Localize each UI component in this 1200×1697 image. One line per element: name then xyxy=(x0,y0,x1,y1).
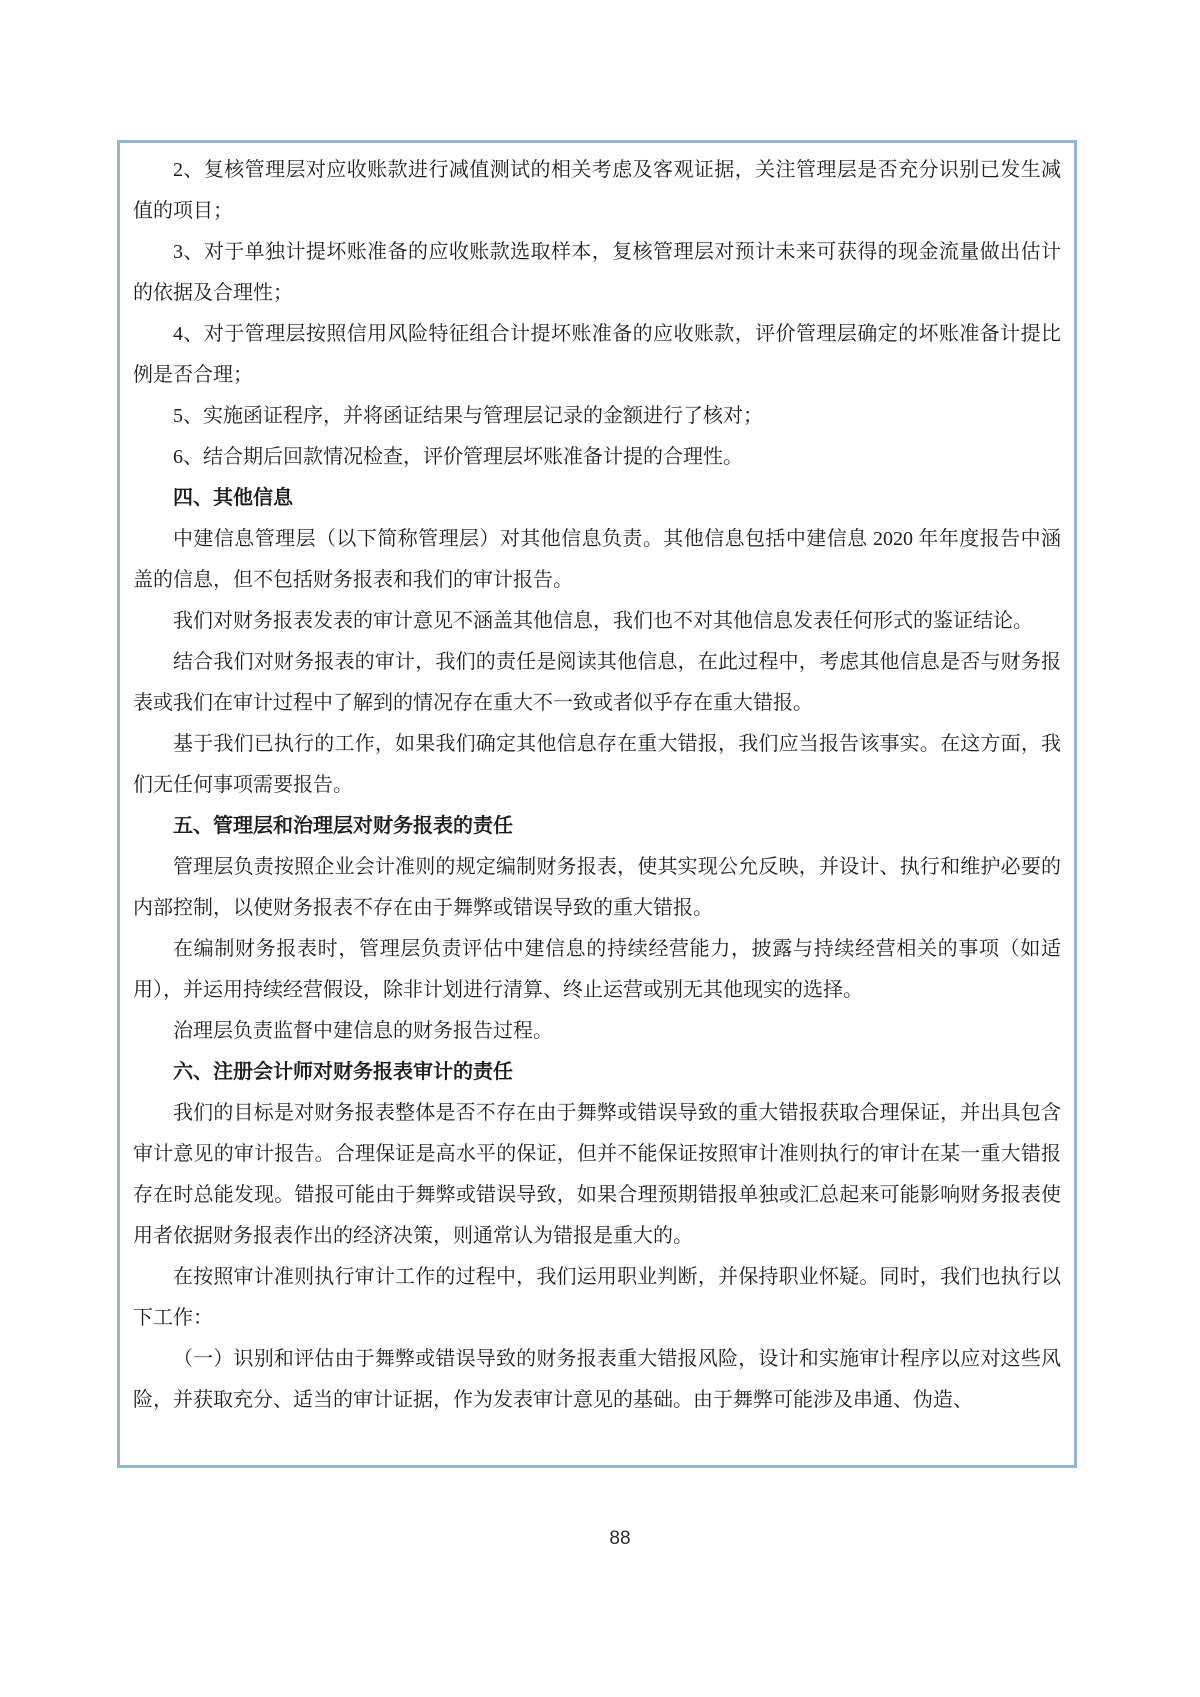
paragraph: 6、结合期后回款情况检查，评价管理层坏账准备计提的合理性。 xyxy=(173,446,743,468)
document-border-box xyxy=(117,140,1077,1468)
paragraph: 治理层负责监督中建信息的财务报告过程。 xyxy=(173,1020,553,1042)
paragraph: 我们对财务报表发表的审计意见不涵盖其他信息，我们也不对其他信息发表任何形式的鉴证结论。 xyxy=(173,610,1033,632)
section-heading: 四、其他信息 xyxy=(173,487,293,509)
section-heading: 五、管理层和治理层对财务报表的责任 xyxy=(173,815,513,837)
paragraph: 结合我们对财务报表的审计，我们的责任是阅读其他信息，在此过程中，考虑其他信息是否与财务报表或我们在审计过程中了解到的情况存在重大不一致或者似乎存在重大错报。 xyxy=(133,651,1061,714)
paragraph: 4、对于管理层按照信用风险特征组合计提坏账准备的应收账款，评价管理层确定的坏账准备计提比例是否合理； xyxy=(133,323,1061,386)
section-heading: 六、注册会计师对财务报表审计的责任 xyxy=(173,1061,513,1083)
paragraph: 我们的目标是对财务报表整体是否不存在由于舞弊或错误导致的重大错报获取合理保证，并出具包含审计意见的审计报告。合理保证是高水平的保证，但并不能保证按照审计准则执行的审计在某一重大错报存在时总能发现。错报可能由于舞弊或错误导致，如果合理预期错报单独或汇总起来可能影响财务报表使用者依据财务报表作出的经济决策，则通常认为错报是重大的。 xyxy=(133,1102,1061,1247)
paragraph: 管理层负责按照企业会计准则的规定编制财务报表，使其实现公允反映，并设计、执行和维护必要的内部控制，以使财务报表不存在由于舞弊或错误导致的重大错报。 xyxy=(133,856,1061,919)
paragraph: 3、对于单独计提坏账准备的应收账款选取样本，复核管理层对预计未来可获得的现金流量做出估计的依据及合理性； xyxy=(133,241,1061,304)
paragraph: （一）识别和评估由于舞弊或错误导致的财务报表重大错报风险，设计和实施审计程序以应对这些风险，并获取充分、适当的审计证据，作为发表审计意见的基础。由于舞弊可能涉及串通、伪造、 xyxy=(133,1348,1061,1411)
page-number: 88 xyxy=(609,1528,631,1549)
paragraph: 5、实施函证程序，并将函证结果与管理层记录的金额进行了核对； xyxy=(173,405,763,427)
paragraph: 基于我们已执行的工作，如果我们确定其他信息存在重大错报，我们应当报告该事实。在这方面，我们无任何事项需要报告。 xyxy=(133,733,1061,796)
document-body xyxy=(133,150,1061,1421)
paragraph: 在编制财务报表时，管理层负责评估中建信息的持续经营能力，披露与持续经营相关的事项（如适用），并运用持续经营假设，除非计划进行清算、终止运营或别无其他现实的选择。 xyxy=(133,938,1061,1001)
paragraph: 2、复核管理层对应收账款进行减值测试的相关考虑及客观证据，关注管理层是否充分识别已发生减值的项目； xyxy=(133,159,1061,222)
paragraph: 在按照审计准则执行审计工作的过程中，我们运用职业判断，并保持职业怀疑。同时，我们也执行以下工作： xyxy=(133,1266,1061,1329)
paragraph: 中建信息管理层（以下简称管理层）对其他信息负责。其他信息包括中建信息 2020 年年度报告中涵盖的信息，但不包括财务报表和我们的审计报告。 xyxy=(133,528,1061,591)
